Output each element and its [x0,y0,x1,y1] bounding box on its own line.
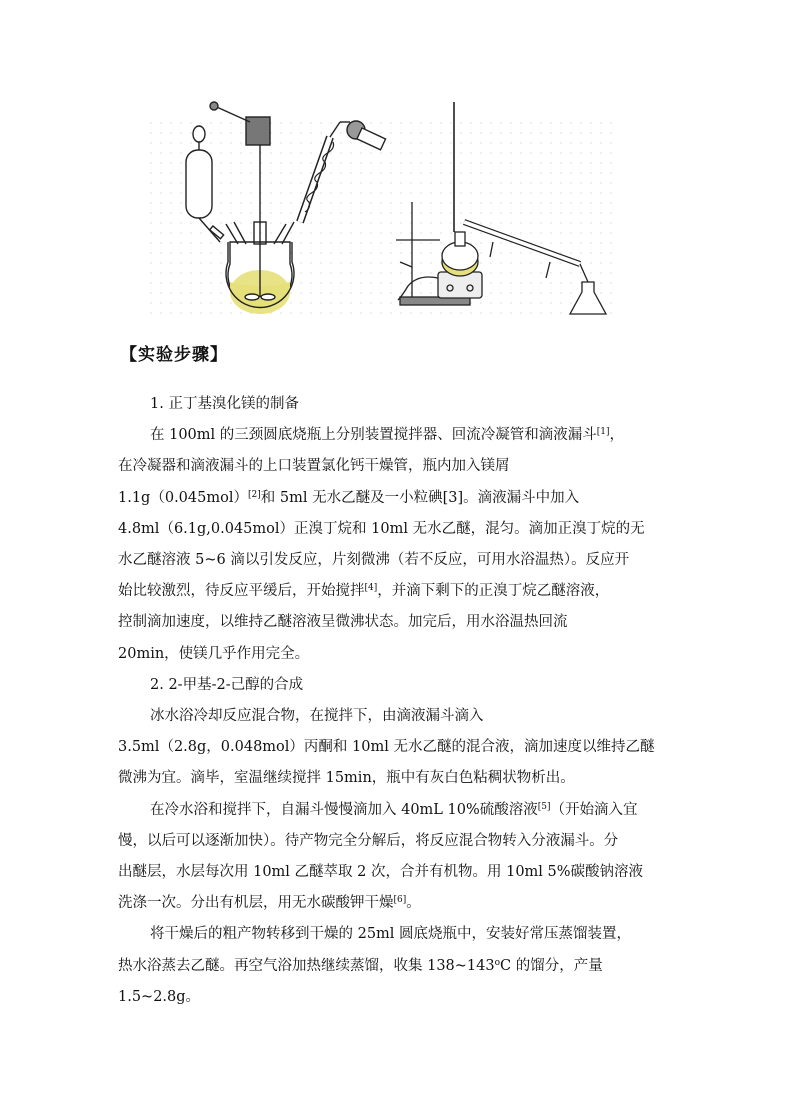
line-text: 在冷水浴和搅拌下，自漏斗慢慢滴加入 40mL 10%硫酸溶液 [150,801,538,818]
text-line [150,675,303,695]
line-text: 1.5~2.8g。 [118,988,201,1005]
line-text: 4.8ml（6.1g,0.045mol）正溴丁烷和 10ml 无水乙醚，混匀。滴加正溴丁烷的无 [118,520,645,537]
line-text: 2. 2-甲基-2-己醇的合成 [150,676,304,693]
line-text: 水乙醚溶液 5~6 滴以引发反应，片刻微沸（若不反应，可用水浴温热）。反应开 [118,552,630,568]
footnote-ref: [2] [247,489,261,500]
line-text: 出醚层，水层每次用 10ml 乙醚萃取 2 次，合并有机物。用 10ml 5%碳酸钠溶液 [118,864,644,880]
text-line [118,831,618,851]
line-text: 冰水浴冷却反应混合物，在搅拌下，由滴液漏斗滴入 [150,708,484,724]
text-line [118,644,309,664]
text-line [150,425,624,445]
text-line [118,456,510,476]
line-text: 始比较激烈，待反应平缓后，开始搅拌 [118,583,365,600]
section-heading: 【实验步骤】 [120,345,228,365]
footnote-ref: o [494,957,501,968]
text-line [118,987,200,1007]
line-text: 在冷凝器和滴液漏斗的上口装置氯化钙干燥管，瓶内加入镁屑 [118,458,510,475]
text-line [150,706,484,726]
line-text-after: ， [609,427,625,444]
text-line [118,519,645,539]
line-text-after: （开始滴入宜 [550,801,638,818]
line-text: 慢，以后可以逐渐加快）。待产物完全分解后，将反应混合物转入分液漏斗。分 [118,832,619,849]
text-line [118,488,579,508]
line-text: 控制滴加速度，以维持乙醚溶液呈微沸状态。加完后，用水浴温热回流 [118,614,568,631]
text-line [118,550,629,570]
line-text: 在 100ml 的三颈圆底烧瓶上分别装置搅拌器、回流冷凝管和滴液漏斗 [150,427,597,444]
text-line [150,394,299,414]
line-text: 20min，使镁几乎作用完全。 [118,645,310,662]
text-line [118,612,568,632]
line-text: 1. 正丁基溴化镁的制备 [150,396,299,412]
text-line [118,737,654,757]
line-text-after: 和 5ml 无水乙醚及一小粒碘[3]。滴液漏斗中加入 [260,489,580,506]
line-text: 热水浴蒸去乙醚。再空气浴加热继续蒸馏，收集 138~143 [118,957,495,974]
apparatus-figure [150,92,630,327]
footnote-ref: [4] [364,583,378,594]
text-line [118,956,603,976]
line-text: 微沸为宜。滴毕，室温继续搅拌 15min，瓶中有灰白色粘稠状物析出。 [118,770,575,787]
line-text: 1.1g（0.045mol） [118,489,248,506]
line-text-after: ，并滴下剩下的正溴丁烷乙醚溶液， [377,583,610,600]
footnote-ref: [6] [393,895,407,906]
text-line [118,893,421,913]
text-line [118,581,609,601]
line-text-after: 。 [406,895,421,912]
grid-background [150,122,620,322]
line-text: 洗涤一次。分出有机层，用无水碳酸钾干燥 [118,895,394,912]
text-line [150,924,631,944]
text-line [150,800,638,820]
line-text: 将干燥后的粗产物转移到干燥的 25ml 圆底烧瓶中，安装好常压蒸馏装置， [150,926,632,943]
footnote-ref: [1] [596,427,610,438]
text-line [118,768,575,788]
text-line [118,862,643,882]
line-text: 3.5ml（2.8g，0.048mol）丙酮和 10ml 无水乙醚的混合液，滴加速度以维持乙醚 [118,739,655,756]
line-text-after: C 的馏分，产量 [500,957,603,974]
footnote-ref: [5] [537,801,551,812]
